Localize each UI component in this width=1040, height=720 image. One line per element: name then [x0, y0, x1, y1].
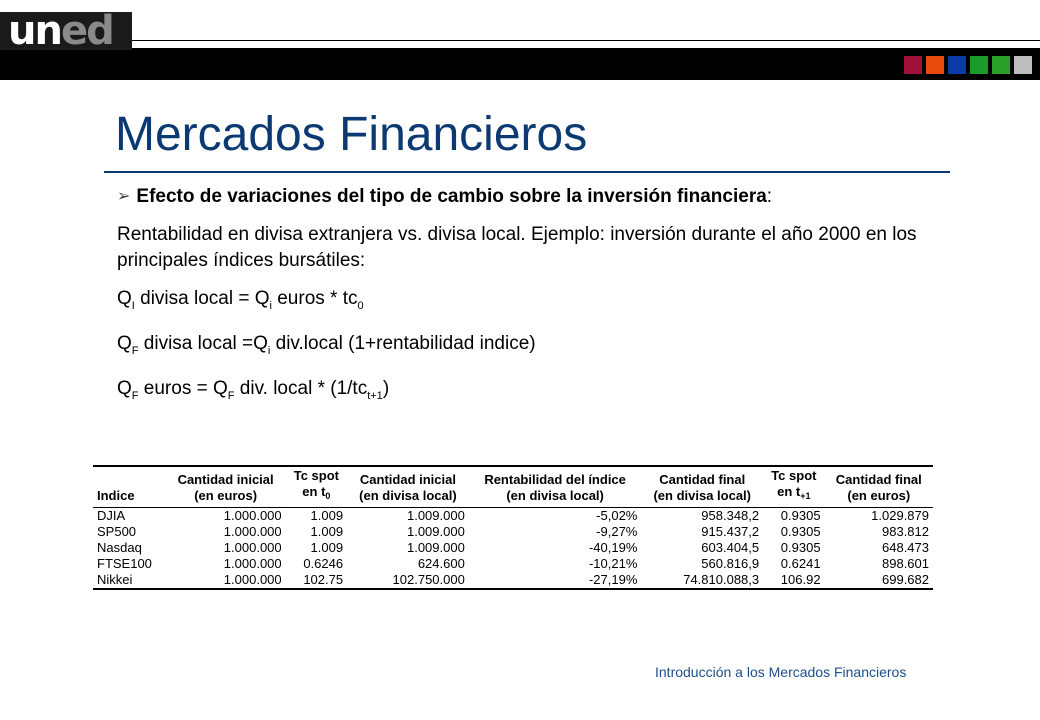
formula-subscript: 0: [357, 299, 364, 312]
table-cell: 1.009.000: [406, 508, 465, 523]
table-cell: 603.404,5: [701, 540, 760, 555]
formula-subscript: i: [269, 299, 272, 312]
table-cell: 1.000.000: [223, 524, 282, 539]
table-cell: 1.000.000: [223, 556, 282, 571]
header-bar: [0, 48, 1040, 80]
formula-text: Q: [117, 332, 132, 354]
formula-2: [117, 331, 947, 364]
logo-text-part2: ed: [60, 12, 113, 50]
table-cell: FTSE100: [97, 556, 152, 571]
formula-subscript: i: [267, 344, 271, 357]
col-header-cantidad-final-euros: Cantidad final (en euros): [825, 466, 933, 508]
formula-text: euros * tc: [271, 288, 358, 309]
table-cell: 983.812: [882, 524, 929, 539]
color-square: [970, 56, 988, 74]
bullet-heading: [117, 184, 947, 210]
table-row: [93, 556, 933, 572]
formula-text: euros = Q: [138, 377, 228, 399]
formula-subscript: t+1: [367, 389, 383, 402]
color-squares: [904, 56, 1032, 74]
table-cell: 106.92: [763, 572, 824, 589]
formula-text: divisa local =Q: [138, 332, 268, 354]
table-cell: 1.000.000: [223, 508, 282, 523]
col-header-tc-spot-t0: Tc spot en $t_0$: [286, 466, 347, 508]
logo-text-part1: un: [8, 12, 61, 50]
table-cell: 648.473: [882, 540, 929, 555]
table-cell: 1.009.000: [406, 524, 465, 539]
table-cell: 1.009: [310, 540, 344, 555]
table-cell: 915.437,2: [701, 524, 760, 539]
title-underline: [104, 171, 950, 173]
table-cell: 0.9305: [780, 540, 821, 555]
table-cell: -10,21%: [588, 556, 638, 571]
table-cell: 102.750.000: [347, 572, 469, 589]
table-cell: 1.000.000: [166, 572, 286, 589]
formula-subscript: F: [227, 389, 235, 402]
col-header-indice: Indice: [93, 466, 166, 508]
col-header-cantidad-inicial-local: Cantidad inicial (en divisa local): [347, 466, 469, 508]
color-square: [926, 56, 944, 74]
table-row: [93, 524, 933, 540]
table-cell: -27,19%: [469, 572, 642, 589]
table-cell: 0.6246: [303, 556, 344, 571]
formula-text: ): [382, 377, 390, 399]
table-cell: DJIA: [97, 508, 126, 523]
table-cell: -40,19%: [588, 540, 638, 555]
table-row: [93, 508, 933, 525]
table-cell: 958.348,2: [701, 508, 760, 523]
formula-text: div. local * (1/tc: [234, 377, 368, 399]
table-cell: Nasdaq: [97, 540, 142, 555]
color-square: [1014, 56, 1032, 74]
table-cell: 898.601: [882, 556, 929, 571]
table-cell: 1.029.879: [871, 508, 929, 523]
bullet-text: Efecto de variaciones del tipo de cambio sobre la inversión financiera: [136, 186, 767, 207]
table-cell: 1.000.000: [223, 540, 282, 555]
uned-logo: [0, 12, 132, 50]
table-cell: 0.9305: [780, 508, 821, 523]
intro-paragraph: Rentabilidad en divisa extranjera vs. divisa local. Ejemplo: inversión durante el año 2000 en los principales índices bursátiles:: [117, 224, 917, 271]
table-cell: 102.75: [286, 572, 347, 589]
table-cell: 1.009.000: [406, 540, 465, 555]
formula-text: divisa local = Q: [134, 288, 270, 309]
color-square: [904, 56, 922, 74]
table-cell: 560.816,9: [701, 556, 760, 571]
table-cell: Nikkei: [93, 572, 166, 589]
slide-content: [117, 180, 947, 408]
formula-subscript: F: [131, 344, 139, 357]
arrow-bullet-icon: ➢: [117, 188, 131, 205]
table-row: [93, 572, 933, 589]
table-cell: 1.009: [310, 524, 344, 539]
color-square: [948, 56, 966, 74]
table-cell: SP500: [97, 524, 137, 539]
index-returns-table: [93, 465, 933, 590]
header-rule: [132, 40, 1040, 41]
bullet-colon: :: [766, 186, 773, 207]
footer-caption: Introducción a los Mercados Financieros: [655, 664, 907, 680]
formula-text: div.local (1+rentabilidad indice): [270, 332, 536, 354]
formula-subscript: I: [131, 299, 135, 312]
col-header-cantidad-final-local: Cantidad final (en divisa local): [641, 466, 763, 508]
formula-text: Q: [117, 377, 132, 399]
table-header-row: [93, 466, 933, 508]
table-cell: 0.9305: [780, 524, 821, 539]
table-cell: 699.682: [825, 572, 933, 589]
formula-subscript: F: [131, 389, 139, 402]
formula-1: [117, 286, 947, 319]
table-cell: 74.810.088,3: [641, 572, 763, 589]
col-header-cantidad-inicial-euros: Cantidad inicial (en euros): [166, 466, 286, 508]
page-title: Mercados Financieros: [115, 108, 588, 161]
formula-text: Q: [117, 288, 132, 309]
formula-3: [117, 376, 947, 409]
color-square: [992, 56, 1010, 74]
table-cell: 0.6241: [780, 556, 821, 571]
table-cell: -5,02%: [596, 508, 638, 523]
table-cell: 624.600: [417, 556, 465, 571]
table-cell: -9,27%: [596, 524, 638, 539]
col-header-rentabilidad: Rentabilidad del índice (en divisa local): [469, 466, 642, 508]
table-cell: 1.009: [310, 508, 344, 523]
col-header-tc-spot-t1: Tc spot en $t_{+1}$: [763, 466, 824, 508]
table-row: [93, 540, 933, 556]
